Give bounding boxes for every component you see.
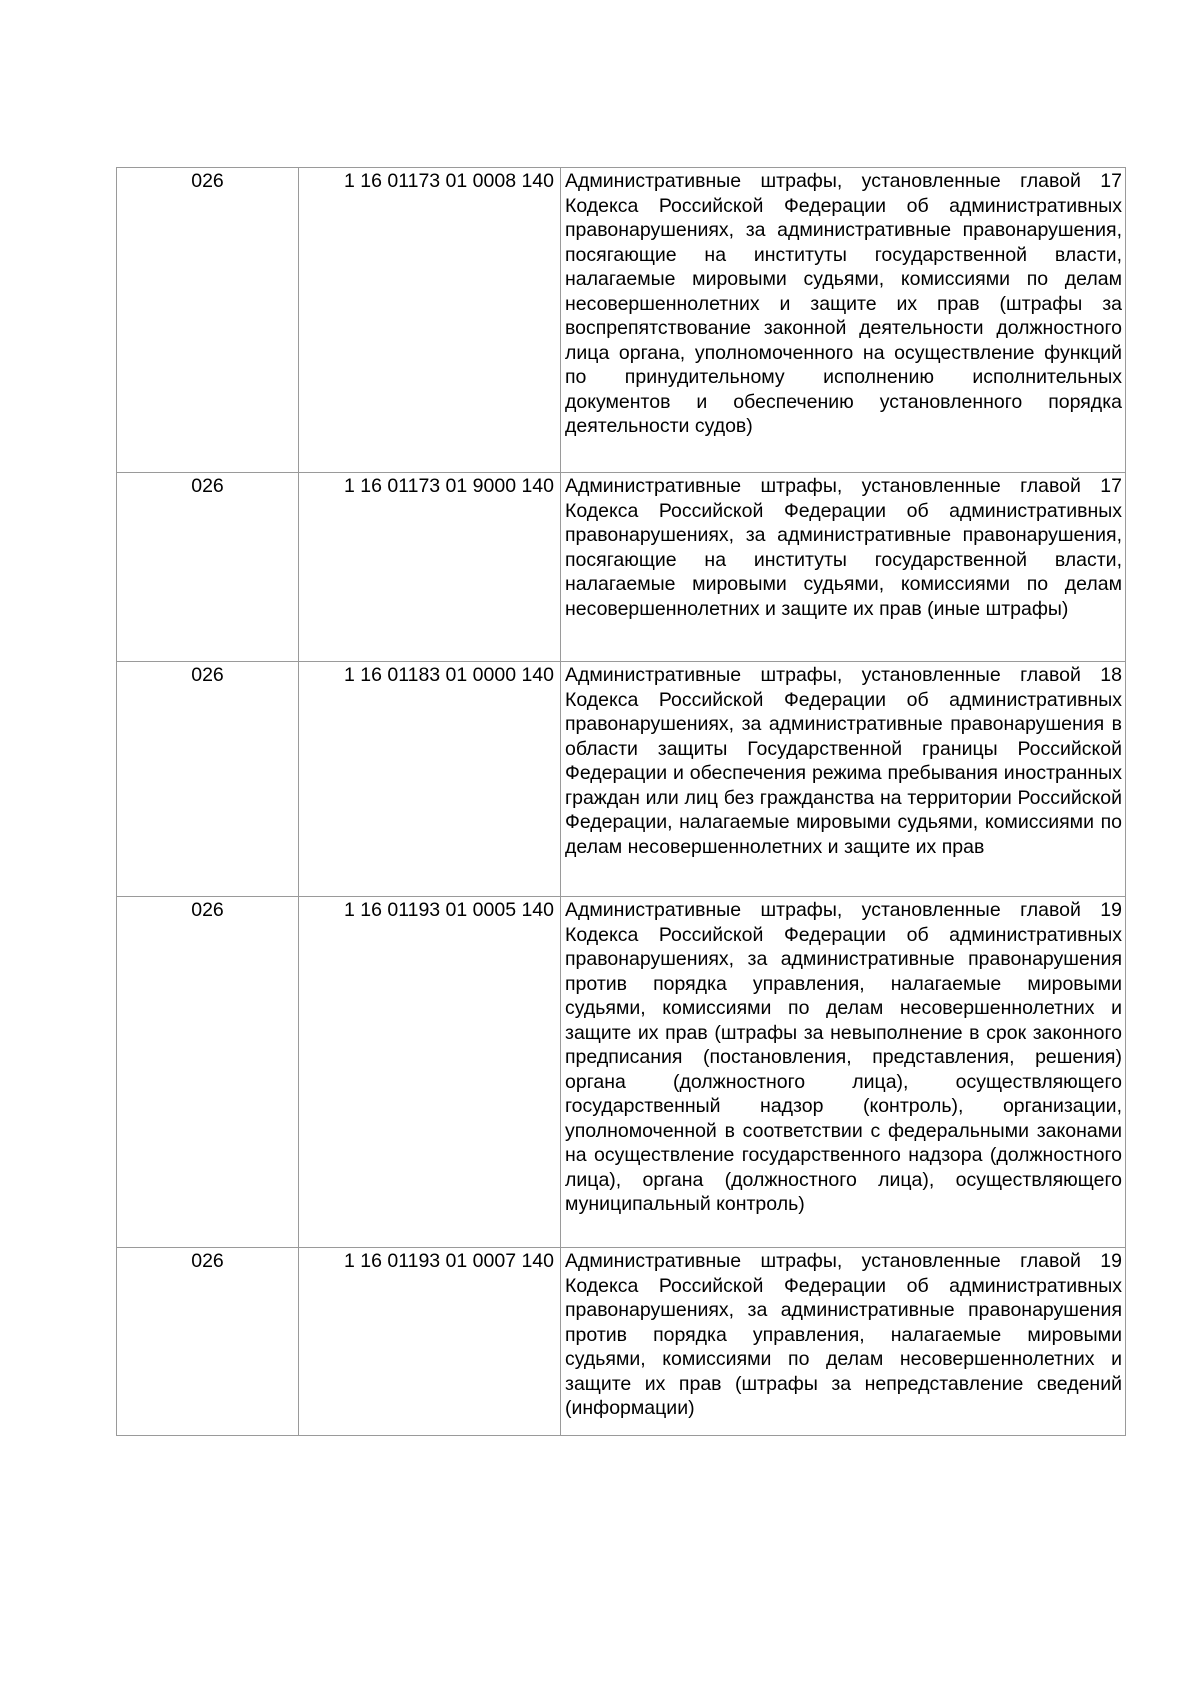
- description-text: Административные штрафы, установленные главой 19 Кодекса Российской Федерации об административных правонарушениях, за административные правонарушения против порядка управления, налагаемые мировыми судьями, комиссиями по делам несовершеннолетних и защите их прав (штрафы за невыполнение в срок законного предписания (постановления, представления, решения) органа (должностного лица), осуществляющего государственный надзор (контроль), организации, уполномоченной в соответствии с федеральными законами на осуществление государственного надзора (должностного лица), органа (должностного лица), осуществляющего муниципальный контроль): [565, 899, 1122, 1215]
- description-cell: [561, 473, 1126, 662]
- table-row: [117, 662, 1126, 897]
- description-text: Административные штрафы, установленные главой 19 Кодекса Российской Федерации об административных правонарушениях, за административные правонарушения против порядка управления, налагаемые мировыми судьями, комиссиями по делам несовершеннолетних и защите их прав (штрафы за непредставление сведений (информации): [565, 1250, 1122, 1419]
- description-text: Административные штрафы, установленные главой 17 Кодекса Российской Федерации об административных правонарушениях, за административные правонарушения, посягающие на институты государственной власти, налагаемые мировыми судьями, комиссиями по делам несовершеннолетних и защите их прав (иные штрафы): [565, 475, 1122, 620]
- table-row: [117, 897, 1126, 1248]
- kbk-code-cell: 1 16 01173 01 0008 140: [299, 168, 561, 473]
- kbk-code-cell: 1 16 01173 01 9000 140: [299, 473, 561, 662]
- description-text: Административные штрафы, установленные главой 17 Кодекса Российской Федерации об административных правонарушениях, за административные правонарушения, посягающие на институты государственной власти, налагаемые мировыми судьями, комиссиями по делам несовершеннолетних и защите их прав (штрафы за воспрепятствование законной деятельности должностного лица органа, уполномоченного на осуществление функций по принудительному исполнению исполнительных документов и обеспечению установленного порядка деятельности судов): [565, 170, 1122, 437]
- kbk-code-cell: 1 16 01193 01 0007 140: [299, 1248, 561, 1436]
- table-row: [117, 473, 1126, 662]
- table-row: [117, 168, 1126, 473]
- admin-code-cell: 026: [117, 168, 299, 473]
- description-cell: [561, 1248, 1126, 1436]
- description-cell: [561, 897, 1126, 1248]
- admin-code-cell: 026: [117, 662, 299, 897]
- admin-code-cell: 026: [117, 897, 299, 1248]
- revenue-codes-table: [116, 167, 1126, 1436]
- description-cell: [561, 662, 1126, 897]
- admin-code-cell: 026: [117, 473, 299, 662]
- table-row: [117, 1248, 1126, 1436]
- admin-code-cell: 026: [117, 1248, 299, 1436]
- kbk-code-cell: 1 16 01183 01 0000 140: [299, 662, 561, 897]
- kbk-code-cell: 1 16 01193 01 0005 140: [299, 897, 561, 1248]
- description-text: Административные штрафы, установленные главой 18 Кодекса Российской Федерации об административных правонарушениях, за административные правонарушения в области защиты Государственной границы Российской Федерации и обеспечения режима пребывания иностранных граждан или лиц без гражданства на территории Российской Федерации, налагаемые мировыми судьями, комиссиями по делам несовершеннолетних и защите их прав: [565, 664, 1122, 858]
- description-cell: [561, 168, 1126, 473]
